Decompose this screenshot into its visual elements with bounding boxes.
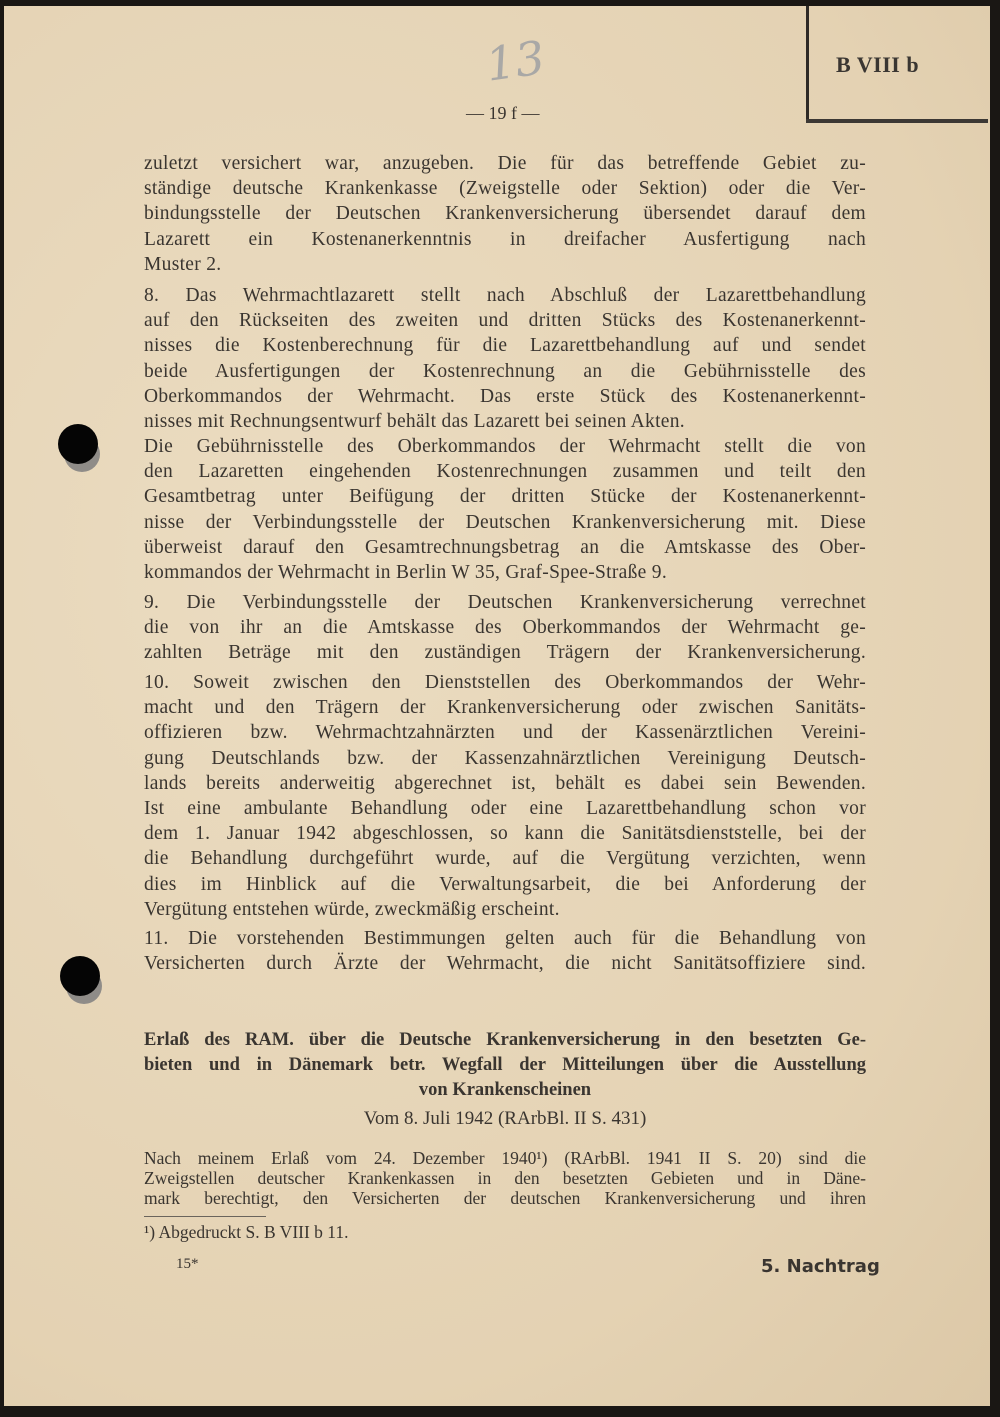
text-line: Versicherten durch Ärzte der Wehrmacht, die nicht Sanitätsoffiziere sind. xyxy=(144,953,866,975)
section-label: B VIII b xyxy=(836,52,920,77)
paragraph-10 xyxy=(144,670,866,922)
text-line: Lazarett ein Kostenanerkenntnis in dreifacher Ausfertigung nach xyxy=(144,228,866,250)
text-line: offizieren bzw. Wehrmachtzahnärzten und der Kassenärztlichen Vereini- xyxy=(144,722,866,744)
text-line: überweist darauf den Gesamtrechnungsbetrag an die Amtskasse des Ober- xyxy=(144,536,866,558)
text-line: lands bereits anderweitig abgerechnet ist, behält es dabei sein Bewenden. xyxy=(144,772,866,794)
decree-title xyxy=(144,1028,866,1104)
section-tab-border xyxy=(806,119,988,123)
punch-hole-icon xyxy=(58,424,98,464)
text-line: zahlten Beträge mit den zuständigen Trägern der Krankenversicherung. xyxy=(144,642,866,664)
text-line: nisse der Verbindungsstelle der Deutschen Krankenversicherung mit. Diese xyxy=(144,511,866,533)
text-line: gung Deutschlands bzw. der Kassenzahnärztlichen Vereinigung Deutsch- xyxy=(144,747,866,769)
text-line: Zweigstellen deutscher Krankenkassen in den besetzten Gebieten und in Däne- xyxy=(144,1168,866,1188)
sheet-signature: 15* xyxy=(176,1256,199,1272)
decree-date: Vom 8. Juli 1942 (RArbBl. II S. 431) xyxy=(363,1108,647,1129)
text-line: 10. Soweit zwischen den Dienststellen des Oberkommandos der Wehr- xyxy=(144,672,866,693)
text-line: dem 1. Januar 1942 abgeschlossen, so kann die Sanitätsdienststelle, bei der xyxy=(144,823,866,845)
text-line: dies im Hinblick auf die Verwaltungsarbeit, die bei Anforderung der xyxy=(144,873,866,895)
text-line: 9. Die Verbindungsstelle der Deutschen Krankenversicherung verrechnet xyxy=(144,592,866,613)
text-line: nisses mit Rechnungsentwurf behält das Lazarett bei seinen Akten. xyxy=(144,410,685,432)
text-line: von Krankenscheinen xyxy=(418,1080,592,1101)
text-line: mark berechtigt, den Versicherten der deutschen Krankenversicherung und ihren xyxy=(144,1188,866,1208)
page-number: — 19 f — xyxy=(466,103,540,123)
text-line: 11. Die vorstehenden Bestimmungen gelten auch für die Behandlung von xyxy=(144,928,866,949)
text-line: die Behandlung durchgeführt wurde, auf die Vergütung verzichten, wenn xyxy=(144,848,866,870)
text-line: nisses die Kostenberechnung für die Lazarettbehandlung auf und sendet xyxy=(144,335,866,357)
handwritten-note: 13 xyxy=(482,30,549,92)
text-line: die von ihr an die Amtskasse des Oberkommandos der Wehrmacht ge- xyxy=(144,617,866,639)
text-line: Vergütung entstehen würde, zweckmäßig erscheint. xyxy=(144,898,560,920)
punch-hole-icon xyxy=(60,956,100,996)
paragraph-8 xyxy=(144,283,866,434)
decree-body xyxy=(144,1148,866,1208)
text-line: Nach meinem Erlaß vom 24. Dezember 1940¹) (RArbBl. 1941 II S. 20) sind die xyxy=(144,1148,866,1168)
text-line: 8. Das Wehrmachtlazarett stellt nach Abschluß der Lazarettbehandlung xyxy=(144,285,866,306)
text-line: kommandos der Wehrmacht in Berlin W 35, Graf-Spee-Straße 9. xyxy=(144,561,668,583)
footnote: ¹) Abgedruckt S. B VIII b 11. xyxy=(144,1222,349,1242)
document-page xyxy=(4,6,990,1406)
paragraph xyxy=(144,434,866,585)
text-line: Oberkommandos der Wehrmacht. Das erste Stück des Kostenanerkennt- xyxy=(144,385,866,407)
text-line: Erlaß des RAM. über die Deutsche Krankenversicherung in den besetzten Ge- xyxy=(144,1030,866,1050)
text-line: Gesamtbetrag unter Beifügung der dritten Stücke der Kostenanerkennt- xyxy=(144,486,866,508)
paragraph-9 xyxy=(144,590,866,666)
text-line: beide Ausfertigungen der Kostenrechnung an die Gebührnisstelle des xyxy=(144,360,866,382)
text-line: bindungsstelle der Deutschen Krankenversicherung übersendet darauf dem xyxy=(144,203,866,225)
supplement-label: 5. Nachtrag xyxy=(761,1256,880,1277)
paragraph-11 xyxy=(144,926,866,976)
text-line: Muster 2. xyxy=(144,253,222,275)
text-line: auf den Rückseiten des zweiten und dritten Stücks des Kostenanerkennt- xyxy=(144,310,866,332)
text-line: Ist eine ambulante Behandlung oder eine Lazarettbehandlung schon vor xyxy=(144,797,866,819)
paragraph xyxy=(144,151,866,277)
text-line: macht und den Trägern der Krankenversicherung oder zwischen Sanitäts- xyxy=(144,697,866,719)
text-line: ständige deutsche Krankenkasse (Zweigstelle oder Sektion) oder die Ver- xyxy=(144,178,866,200)
text-line: Die Gebührnisstelle des Oberkommandos der Wehrmacht stellt die von xyxy=(144,436,866,457)
text-line: den Lazaretten eingehenden Kostenrechnungen zusammen und teilt den xyxy=(144,461,866,483)
section-tab-border xyxy=(806,6,809,121)
text-line: bieten und in Dänemark betr. Wegfall der Mitteilungen über die Ausstellung xyxy=(144,1055,866,1076)
footnote-rule xyxy=(144,1216,266,1217)
text-line: zuletzt versichert war, anzugeben. Die für das betreffende Gebiet zu- xyxy=(144,153,866,174)
